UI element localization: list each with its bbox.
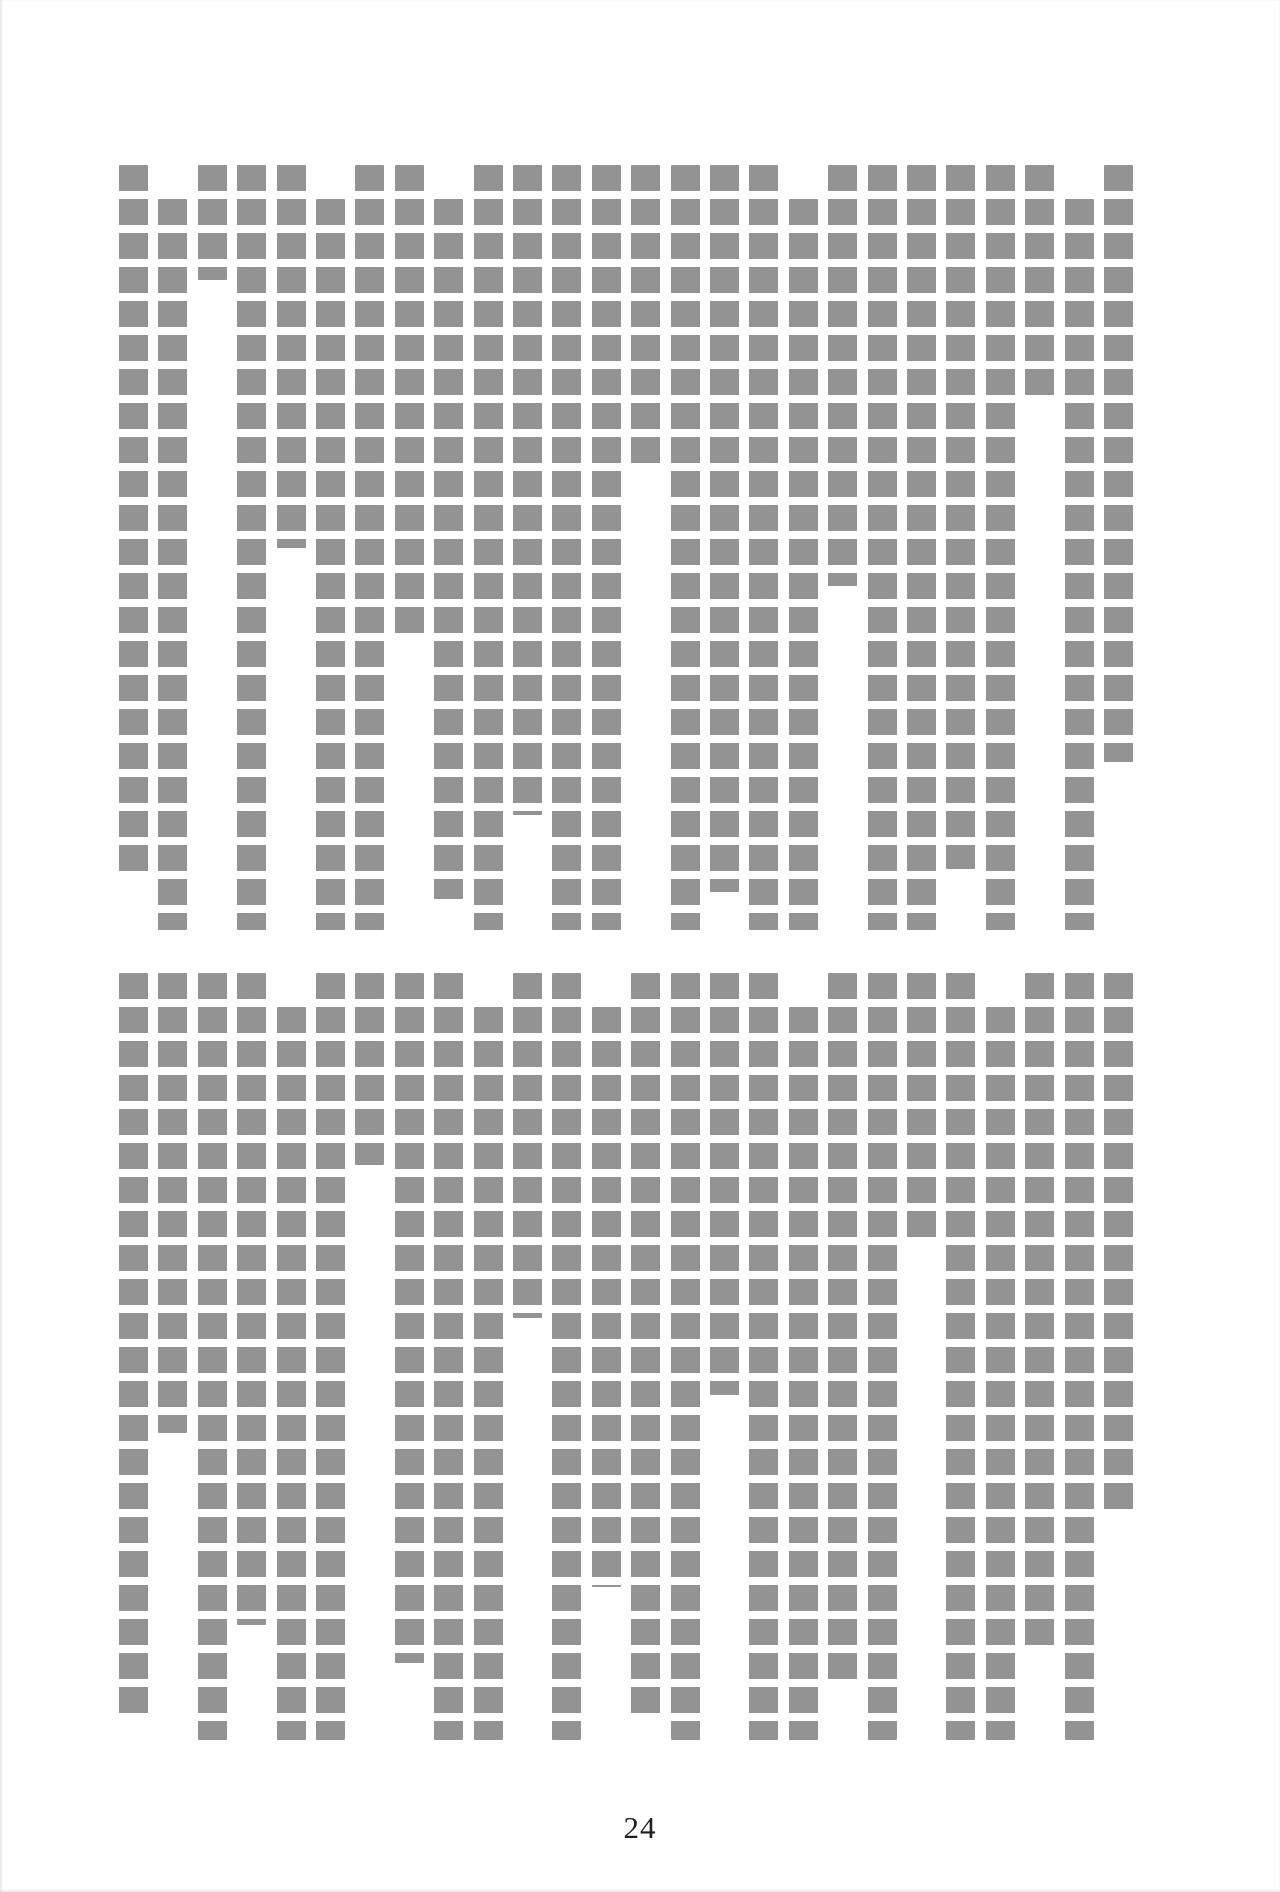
- page-number: 24: [623, 1810, 657, 1845]
- text-column-redacted: [355, 973, 384, 1165]
- text-column-redacted: [395, 165, 424, 639]
- text-column-redacted: [158, 199, 187, 930]
- text-column-redacted: [671, 165, 700, 930]
- text-column-redacted: [592, 165, 621, 930]
- text-column-redacted: [671, 973, 700, 1740]
- text-column-redacted: [749, 973, 778, 1740]
- text-column-redacted: [946, 165, 975, 869]
- text-column-redacted: [1065, 199, 1094, 930]
- text-column-redacted: [631, 165, 660, 471]
- text-column-redacted: [434, 973, 463, 1740]
- text-column-redacted: [789, 199, 818, 930]
- text-column-redacted: [316, 199, 345, 930]
- text-column-redacted: [395, 973, 424, 1663]
- text-column-redacted: [277, 165, 306, 548]
- text-column-redacted: [1104, 973, 1133, 1510]
- text-column-redacted: [986, 165, 1015, 930]
- text-column-redacted: [828, 973, 857, 1686]
- text-column-redacted: [474, 165, 503, 930]
- text-column-redacted: [749, 165, 778, 930]
- text-column-redacted: [1025, 165, 1054, 395]
- text-column-redacted: [434, 199, 463, 899]
- text-column-redacted: [907, 165, 936, 930]
- text-column-redacted: [710, 165, 739, 892]
- text-column-redacted: [946, 973, 975, 1740]
- text-column-redacted: [158, 973, 187, 1433]
- text-column-redacted: [552, 973, 581, 1740]
- text-column-redacted: [277, 1007, 306, 1740]
- text-column-redacted: [119, 165, 148, 876]
- text-column-redacted: [907, 973, 936, 1241]
- text-column-redacted: [789, 1007, 818, 1740]
- text-column-redacted: [474, 1007, 503, 1740]
- text-column-redacted: [868, 973, 897, 1740]
- text-column-redacted: [355, 165, 384, 930]
- text-column-redacted: [1065, 973, 1094, 1740]
- text-column-redacted: [1104, 165, 1133, 762]
- text-column-redacted: [631, 973, 660, 1717]
- text-column-redacted: [198, 973, 227, 1740]
- text-column-redacted: [237, 973, 266, 1625]
- text-column-redacted: [237, 165, 266, 930]
- text-column-redacted: [986, 1007, 1015, 1740]
- text-column-redacted: [513, 973, 542, 1318]
- text-column-redacted: [513, 165, 542, 815]
- text-column-redacted: [552, 165, 581, 930]
- text-column-redacted: [828, 165, 857, 586]
- text-column-redacted: [868, 165, 897, 930]
- text-column-redacted: [710, 973, 739, 1395]
- text-column-redacted: [198, 165, 227, 280]
- text-column-redacted: [1025, 973, 1054, 1648]
- text-column-redacted: [119, 973, 148, 1717]
- text-column-redacted: [592, 1007, 621, 1587]
- text-column-redacted: [316, 973, 345, 1740]
